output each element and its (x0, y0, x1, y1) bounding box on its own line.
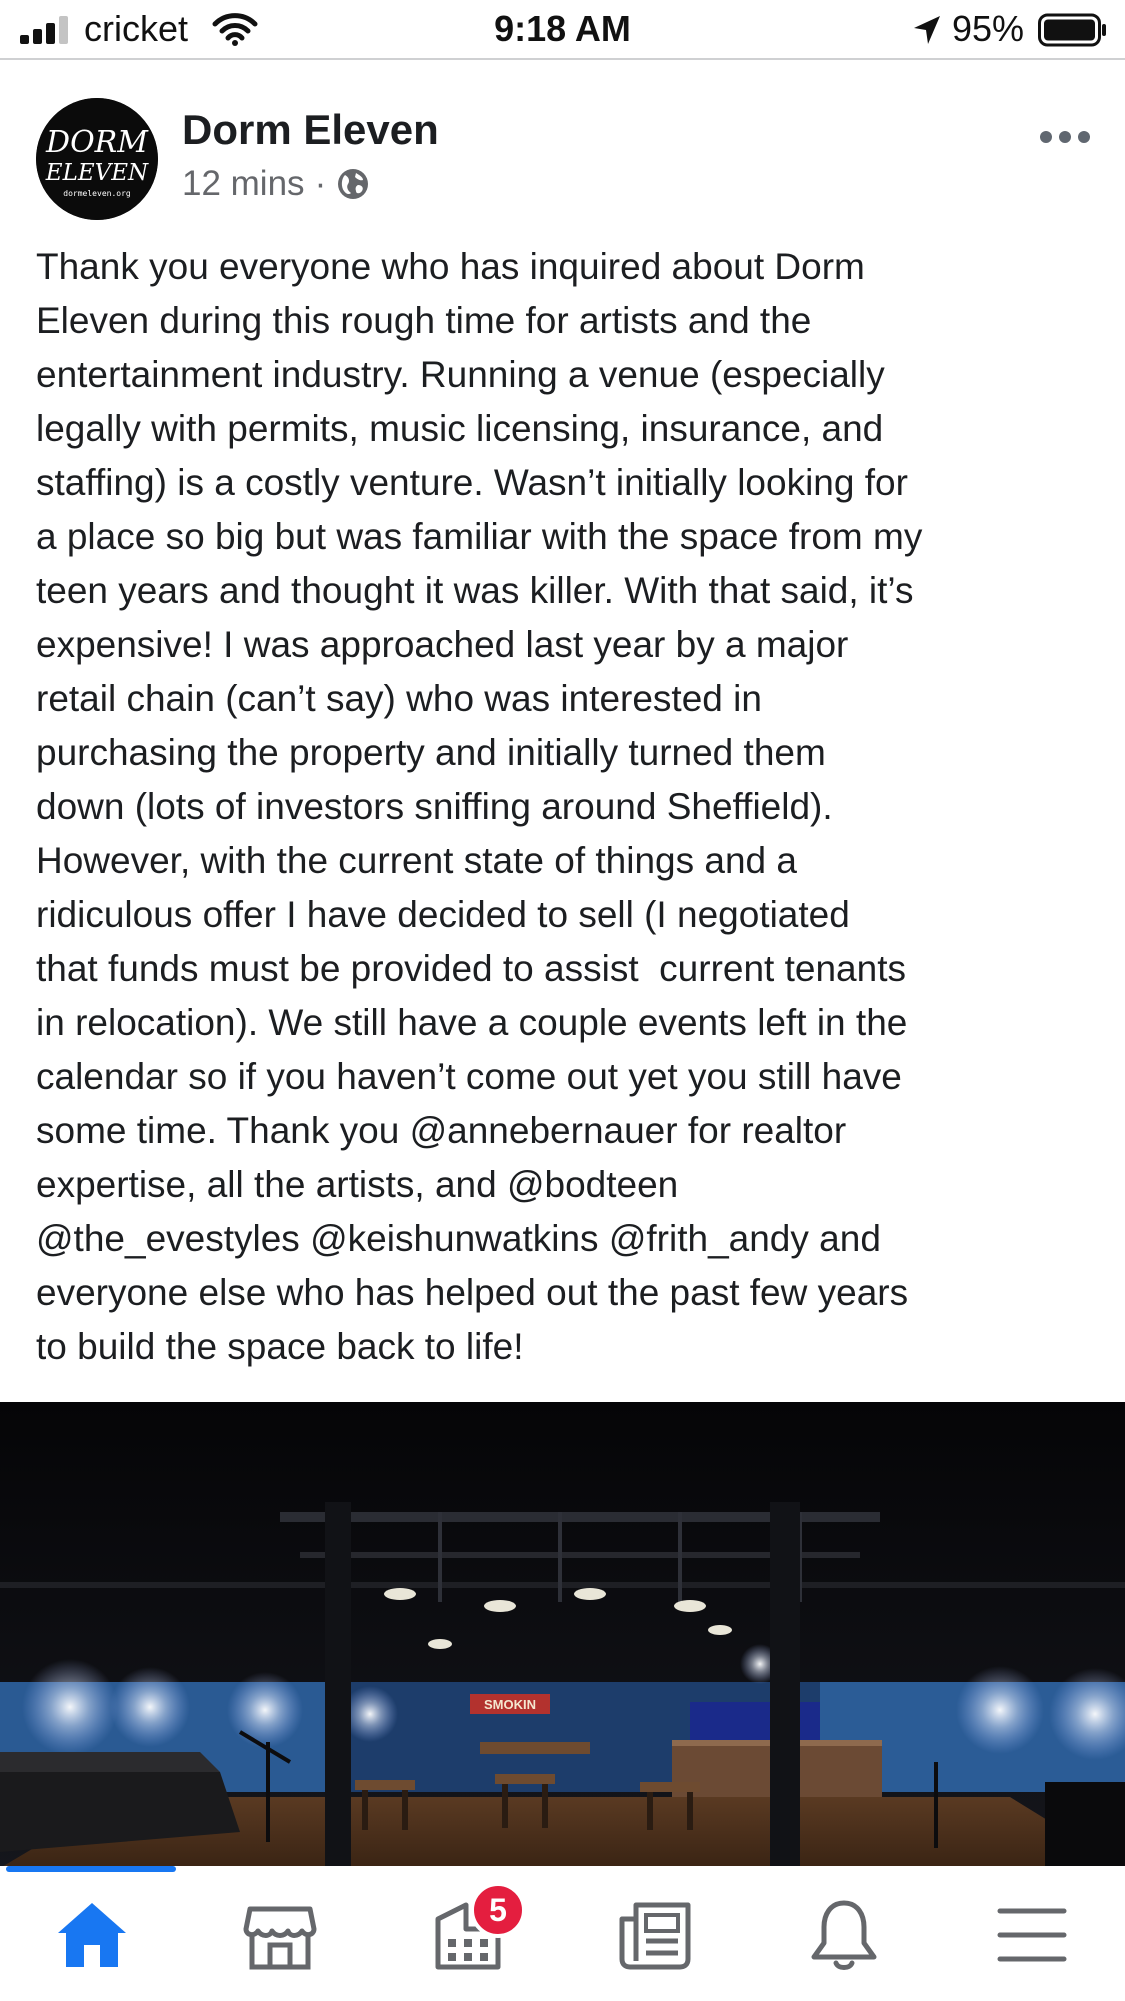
post-text-line: legally with permits, music licensing, insurance, and (36, 408, 884, 449)
page-avatar[interactable] (36, 98, 158, 220)
tab-menu[interactable] (957, 1876, 1107, 1994)
post-text-line: Thank you everyone who has inquired about Dorm (36, 246, 865, 287)
post-text-line: However, with the current state of things and a (36, 840, 797, 881)
avatar-logo-line-2: ELEVEN (45, 160, 149, 186)
post-text-line: Eleven during this rough time for artists and the (36, 300, 812, 341)
meta-separator: · (314, 164, 327, 203)
venue-photo (0, 1402, 1125, 1868)
battery-percentage: 95% (952, 8, 1025, 49)
post-text-line: teen years and thought it was killer. With that said, it’s (36, 570, 914, 611)
photo-sign-text: SMOKIN (484, 1697, 536, 1712)
post-meta (182, 164, 370, 204)
post-text-line: staffing) is a costly venture. Wasn’t initially looking for (36, 462, 908, 503)
post-photo[interactable] (0, 1402, 1125, 1868)
active-tab-indicator (6, 1866, 176, 1872)
marketplace-icon (240, 1895, 320, 1975)
post-text-line: expensive! I was approached last year by a major (36, 624, 849, 665)
post-text-line: purchasing the property and initially turned them (36, 732, 826, 773)
clock: 9:18 AM (494, 8, 631, 49)
status-bar (0, 0, 1125, 60)
pages-notification-badge: 5 (470, 1882, 526, 1938)
avatar-logo-line-1: DORM (46, 125, 148, 160)
location-arrow-icon (912, 14, 942, 46)
menu-icon (992, 1895, 1072, 1975)
tab-marketplace[interactable] (205, 1876, 355, 1994)
post-text-line: retail chain (can’t say) who was interested in (36, 678, 762, 719)
post-text-line: down (lots of investors sniffing around Sheffield). (36, 786, 833, 827)
tab-notifications[interactable] (769, 1876, 919, 1994)
bottom-tab-bar (0, 1866, 1125, 2001)
bell-icon (804, 1895, 884, 1975)
post-text-line: everyone else who has helped out the past few years (36, 1272, 909, 1313)
carrier-name: cricket (84, 8, 189, 49)
battery-icon (1038, 12, 1108, 48)
post-text-line: in relocation). We still have a couple events left in the (36, 1002, 908, 1043)
news-icon (616, 1895, 696, 1975)
post-text-line: that funds must be provided to assist current tenants (36, 948, 906, 989)
home-icon (52, 1895, 132, 1975)
dorm-eleven-logo (36, 98, 158, 220)
post-text-line: to build the space back to life! (36, 1326, 524, 1367)
post-text-line: calendar so if you haven’t come out yet you still have (36, 1056, 902, 1097)
tab-home[interactable] (17, 1876, 167, 1994)
globe-icon (336, 167, 370, 201)
tab-news[interactable] (581, 1876, 731, 1994)
post-text-line: @the_evestyles @keishunwatkins @frith_andy and (36, 1218, 881, 1259)
post-timestamp[interactable]: 12 mins (182, 164, 305, 203)
post-text (36, 240, 1096, 1374)
post-text-line: ridiculous offer I have decided to sell (I negotiated (36, 894, 850, 935)
post-text-line: expertise, all the artists, and @bodteen (36, 1164, 679, 1205)
post-text-line: some time. Thank you @annebernauer for realtor (36, 1110, 847, 1151)
post-text-line: a place so big but was familiar with the space from my (36, 516, 923, 557)
page-name[interactable]: Dorm Eleven (182, 106, 439, 153)
more-options-icon[interactable] (1038, 122, 1092, 152)
avatar-logo-url: dormeleven.org (63, 189, 131, 198)
post-text-line: entertainment industry. Running a venue (especially (36, 354, 885, 395)
